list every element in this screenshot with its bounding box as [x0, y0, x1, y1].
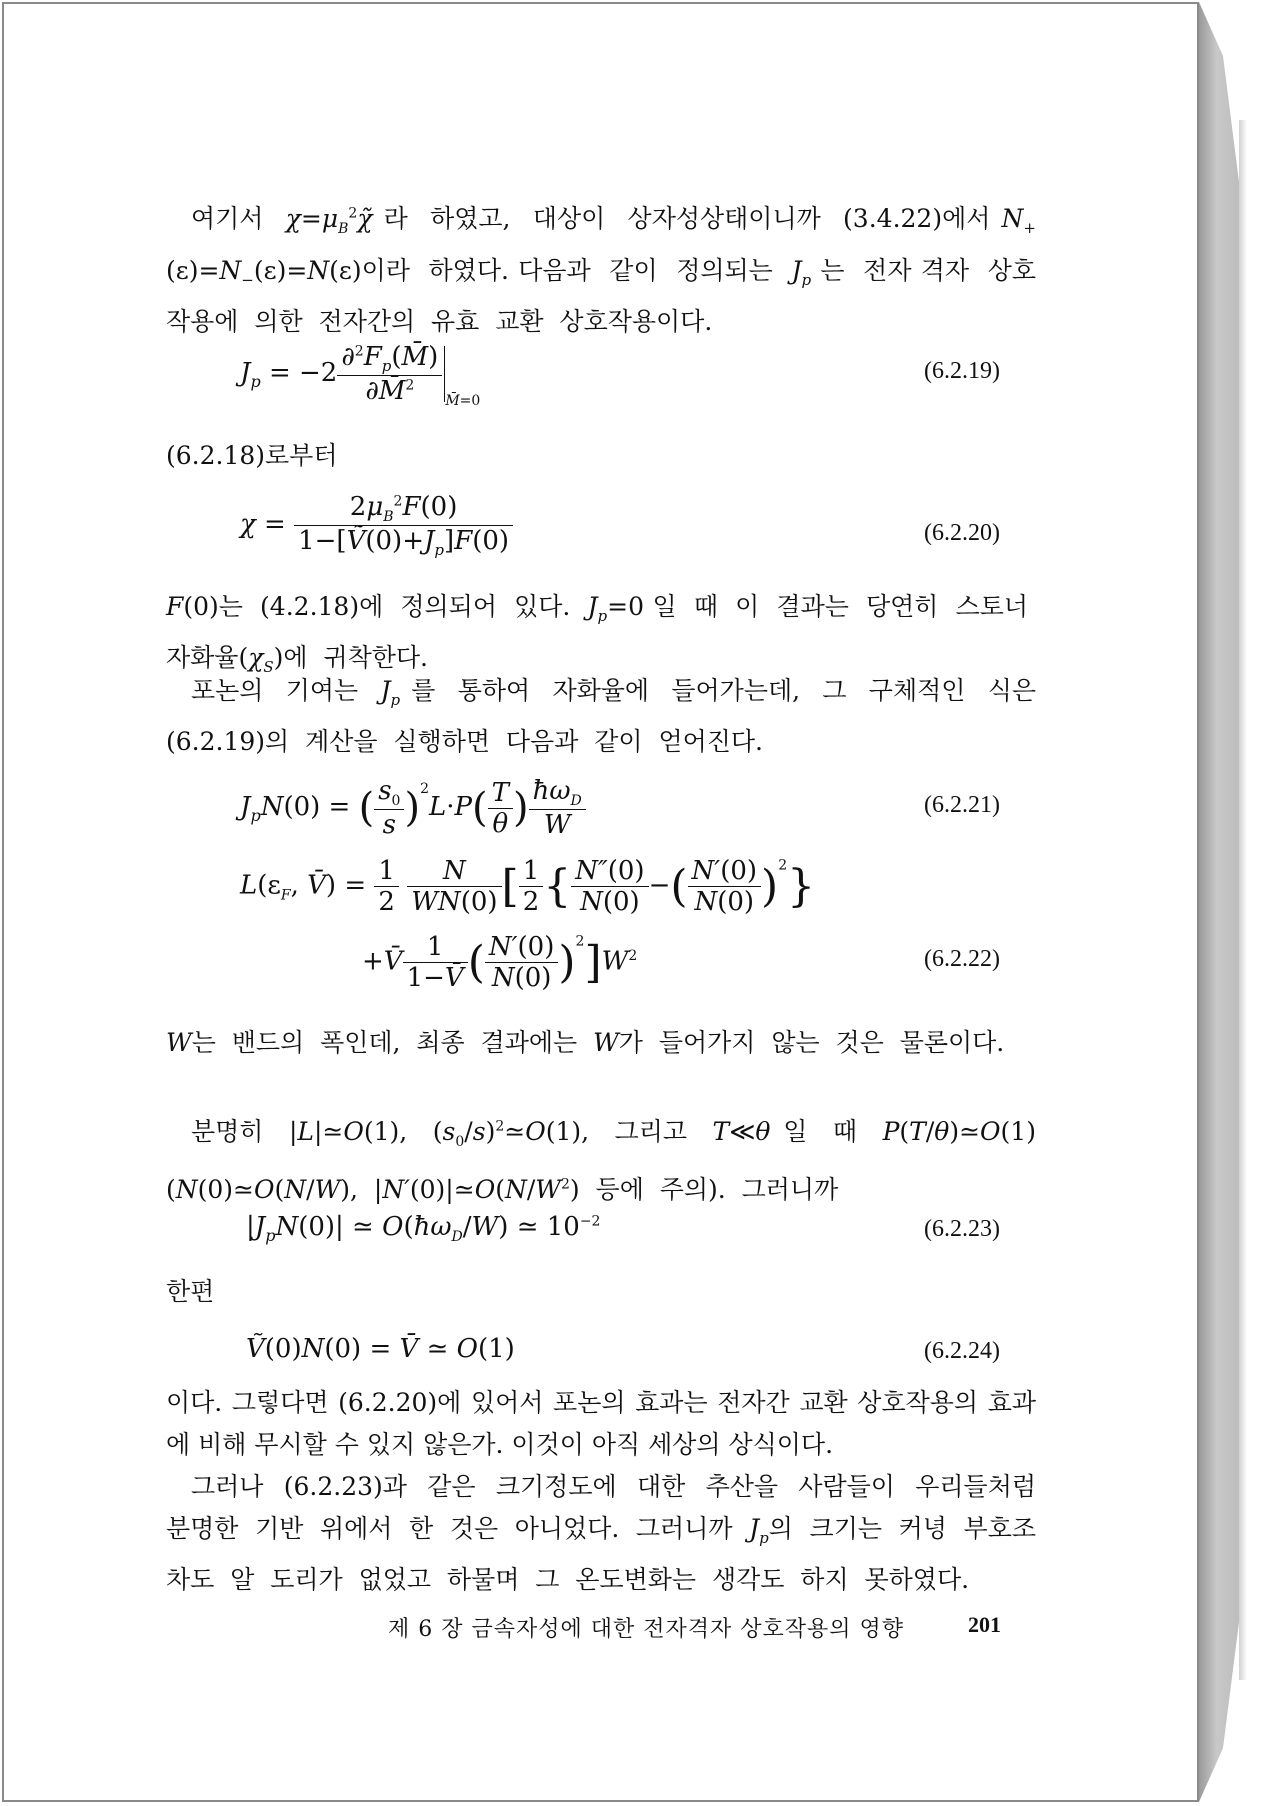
- paragraph-bandwidth: [166, 1022, 1036, 1064]
- paragraph-intro-text: 여기서 $\chi=\mu_B^2\chĩ$ 라 하였고, 대상이 상자성상태이니까 (3.4.22)에서 $N_+(\varepsilon)=N_-(\varepsilon)=N(\varepsilon)$이라 하였다. 다음과 같이 정의되는 $J_p$ 는 전자 격자 상호작용에 의한 전자간의 유효 교환 상호작용이다.: [166, 204, 1037, 337]
- equation-6-2-19: $J_p = -2$ $\frac{\partial^2F_p(M̄)}{\partial M̄^2}$ $_{M̄=0}$: [240, 342, 481, 410]
- paragraph-common-sense: 이다. 그렇다면 (6.2.20)에 있어서 포논의 효과는 전자간 교환 상호작용의 효과에 비해 무시할 수 있지 않은가. 이것이 아직 세상의 상식이다.: [166, 1388, 1036, 1459]
- paragraph-however: [166, 1466, 1036, 1601]
- paragraph-order-estimates: [166, 1106, 1036, 1211]
- paragraph-f0-text: F(0)는 (4.2.18)에 정의되어 있다. $J_p=0$ 일 때 이 결과는 당연히 스토너 자화율$(\chi_S)$에 귀착한다.: [166, 592, 1036, 676]
- equation-number-24: (6.2.24): [924, 1338, 1000, 1364]
- equation-6-2-23: $|J_pN(0)|$ ≃ $O(ħ\omega_D/W)$ ≃ $10^{-2}$: [246, 1212, 601, 1246]
- equation-6-2-20: χ = $\frac{2\mu_B^2F(0)}{1-[Ṽ(0)+J_p]F(0)}$: [240, 492, 513, 559]
- equation-number-21: (6.2.21): [924, 792, 1000, 818]
- paragraph-bandwidth-text: W는 밴드의 폭인데, 최종 결과에는 W가 들어가지 않는 것은 물론이다.: [166, 1028, 1005, 1057]
- paragraph-from-6-2-18: (6.2.18)로부터: [166, 441, 338, 470]
- paragraph-order-estimates-text: 분명히 |L|≃O(1), $(s_0/s)^2≃O(1)$, 그리고 T≪θ 일 때 P(T/θ)≃O(1) (N(0)≃O(N/W), $|N'(0)|≃O(N/W^2)$ 등에 주의). 그러니까: [166, 1117, 1036, 1204]
- equation-number-23: (6.2.23): [924, 1216, 1000, 1242]
- paragraph-intro: [166, 193, 1036, 343]
- equation-number-22: (6.2.22): [924, 946, 1000, 972]
- page-number: 201: [968, 1612, 1001, 1637]
- running-head: 제 6 장 금속자성에 대한 전자격자 상호작용의 영향: [388, 1617, 904, 1642]
- equation-number-19: (6.2.19): [924, 358, 1000, 384]
- paragraph-however-text: 그러나 (6.2.23)과 같은 크기정도에 대한 추산을 사람들이 우리들처럼 분명한 기반 위에서 한 것은 아니었다. 그러니까 $J_p$의 크기는 커녕 부호조차도 알 도리가 없었고 하물며 그 온도변화는 생각도 하지 못하였다.: [166, 1472, 1036, 1594]
- equation-6-2-22-line2: +V̄ $\frac{1}{1-V̄}$ ( $\frac{N'(0)}{N(0)}$ )$^2]W^2$: [362, 932, 638, 993]
- equation-6-2-21: $J_pN(0)$ = ( $\frac{s_0}{s}$ )$^2$L·P( $\frac{T}{\theta}$ ) $\frac{ħ\omega_D}{W}$: [240, 776, 586, 840]
- paragraph-phonon: [166, 670, 1036, 763]
- paragraph-phonon-text: 포논의 기여는 $J_p$ 를 통하여 자화율에 들어가는데, 그 구체적인 식은 (6.2.19)의 계산을 실행하면 다음과 같이 얻어진다.: [166, 676, 1036, 756]
- equation-number-20: (6.2.20): [924, 520, 1000, 546]
- equation-6-2-24: Ṽ(0)N(0) = V̄ ≃ O(1): [246, 1334, 515, 1364]
- equation-6-2-22-line1: $L(\varepsilon_F$, V̄) = $\frac{1}{2}$ $\frac{N}{WN(0)}$ [ $\frac{1}{2}$ { $\frac{N''(0)}{N(0)}$ −( $\frac{N'(0)}{N(0)}$ )$^2$}: [240, 856, 816, 917]
- spine-shadow: [1239, 120, 1247, 1680]
- book-spine-edge: [1199, 2, 1239, 1802]
- paragraph-on-the-other-hand: 한편: [166, 1277, 215, 1306]
